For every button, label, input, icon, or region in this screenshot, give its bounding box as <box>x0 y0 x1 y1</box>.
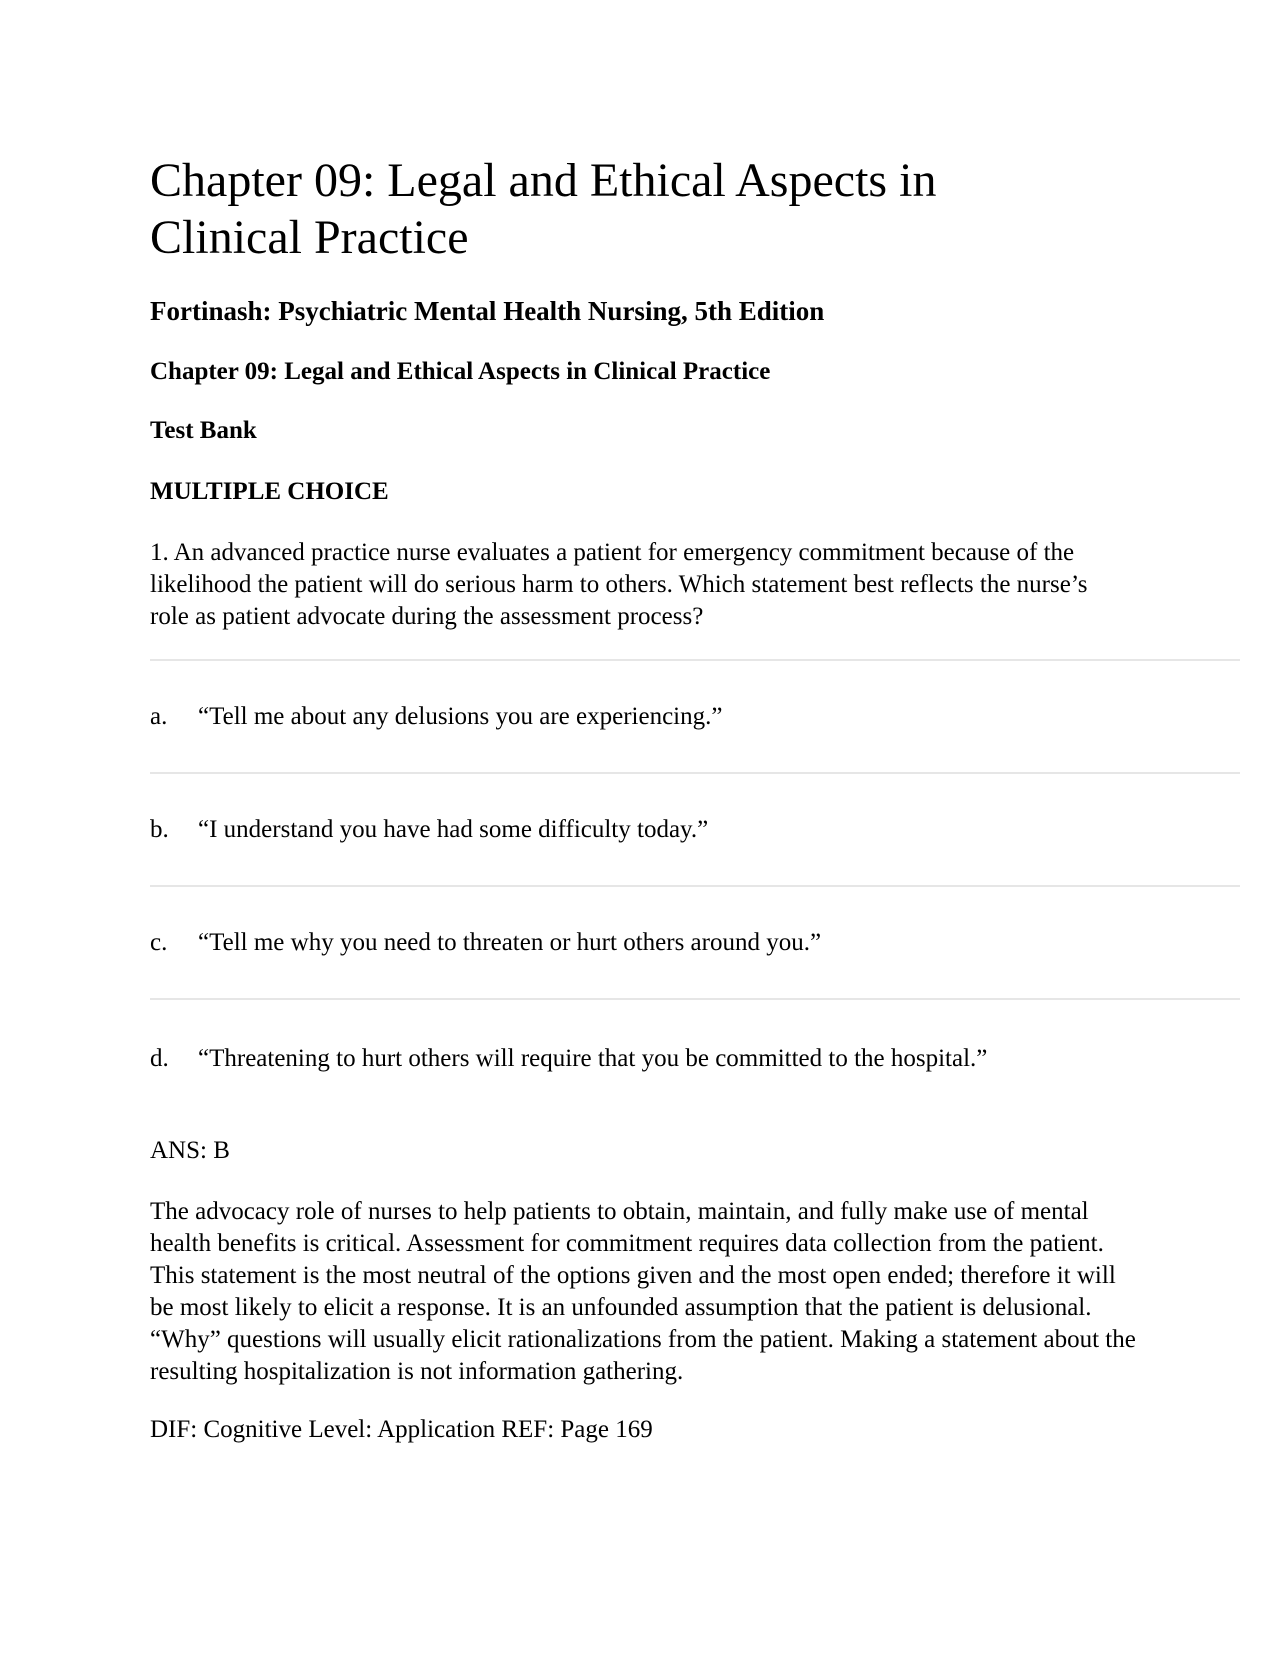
option-b <box>150 772 1240 885</box>
option-c <box>150 885 1240 998</box>
option-a <box>150 659 1240 772</box>
document-page <box>150 140 1240 1446</box>
option-text: “Tell me why you need to threaten or hurt others around you.” <box>198 928 822 956</box>
rationale-text: The advocacy role of nurses to help patients to obtain, maintain, and fully make use of mental health benefits is critical. Assessment for commitment requires data collection from the patient. This statement is the most neutral of the options given and the most open ended; therefore it will be most likely to elicit a response. It is an unfounded assumption that the patient is delusional. “Why” questions will usually elicit rationalizations from the patient. Making a statement about the resulting hospitalization is not information gathering. <box>150 1198 1136 1385</box>
option-text: “Tell me about any delusions you are experiencing.” <box>198 702 723 730</box>
option-text: “Threatening to hurt others will require that you be committed to the hospital.” <box>198 1044 988 1072</box>
answer-options <box>150 659 1240 1117</box>
chapter-heading: Chapter 09: Legal and Ethical Aspects in Clinical Practice <box>150 358 771 385</box>
section-heading: Test Bank <box>150 417 257 444</box>
option-letter: b. <box>150 815 169 843</box>
document-title: Chapter 09: Legal and Ethical Aspects in Clinical Practice <box>150 154 937 264</box>
question-type-heading: MULTIPLE CHOICE <box>150 478 389 505</box>
question-text: 1. An advanced practice nurse evaluates a patient for emergency commitment because of the likelihood the patient will do serious harm to others. Which statement best reflects the nurse’s role as patient advocate during the assessment process? <box>150 539 1088 630</box>
answer-key: ANS: B <box>150 1137 230 1164</box>
option-letter: c. <box>150 928 168 956</box>
option-letter: d. <box>150 1044 169 1072</box>
option-text: “I understand you have had some difficulty today.” <box>198 815 709 843</box>
question-metadata: DIF: Cognitive Level: Application REF: Page 169 <box>150 1416 653 1443</box>
option-d <box>150 998 1240 1117</box>
option-letter: a. <box>150 702 168 730</box>
book-title: Fortinash: Psychiatric Mental Health Nursing, 5th Edition <box>150 296 825 326</box>
